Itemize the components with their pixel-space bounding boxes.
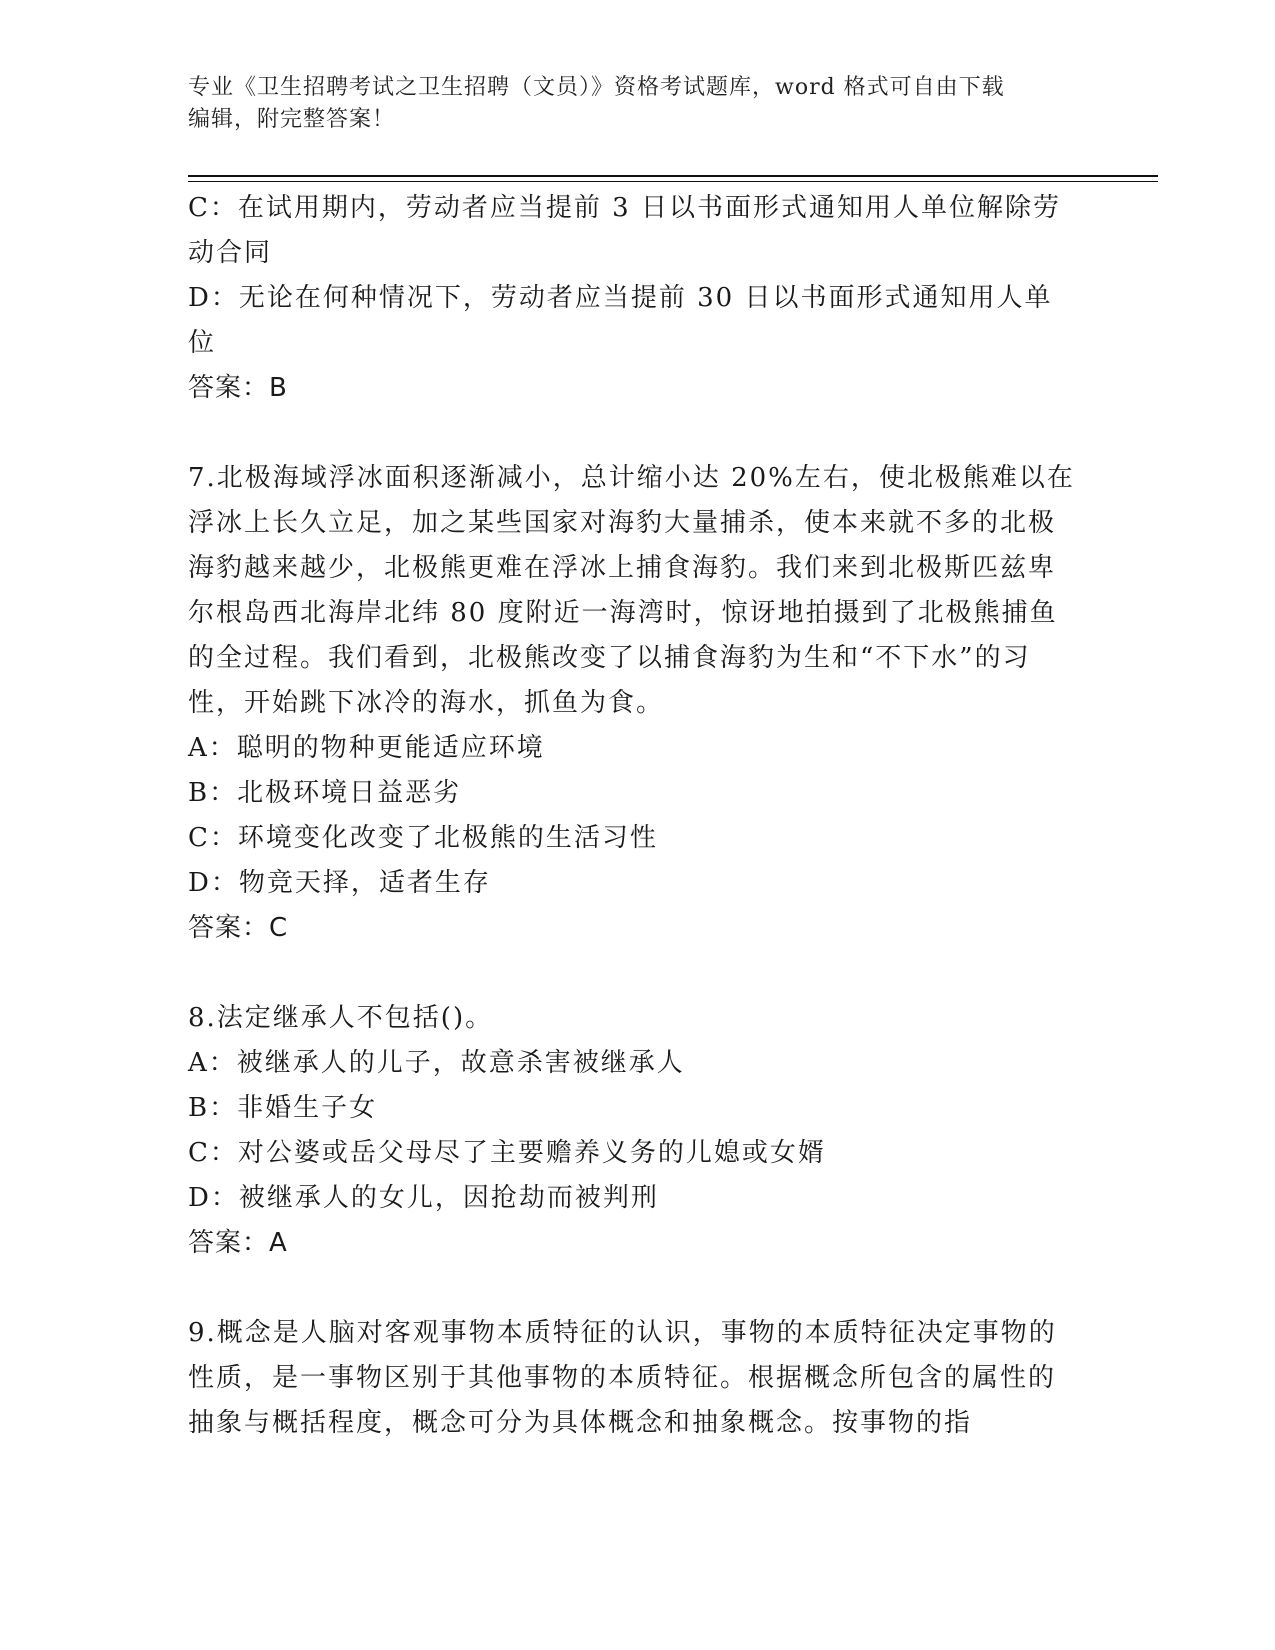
q7-option-b: B：北极环境日益恶劣 — [188, 778, 462, 808]
document-header — [188, 72, 1088, 136]
header-divider-thick — [188, 175, 1158, 177]
question-content — [188, 186, 1088, 1446]
q7-stem: 7.北极海域浮冰面积逐渐减小，总计缩小达 20%左右，使北极熊难以在浮冰上长久立足，加之某些国家对海豹大量捕杀，使本来就不多的北极海豹越来越少，北极熊更难在浮冰上捕食海豹。我们来到北极斯匹兹卑尔根岛西北海岸北纬 80 度附近一海湾时，惊讶地拍摄到了北极熊捕鱼的全过程。我们看到，北极熊改变了以捕食海豹为生和“不下水”的习性，开始跳下冰冷的海水，抓鱼为食。 — [188, 463, 1075, 718]
q6-answer: 答案：B — [188, 373, 288, 403]
q8-option-a: A：被继承人的儿子，故意杀害被继承人 — [188, 1048, 685, 1078]
header-line-2: 编辑，附完整答案！ — [188, 107, 396, 132]
question-9 — [188, 1311, 1088, 1446]
q8-option-b: B：非婚生子女 — [188, 1093, 378, 1123]
question-6 — [188, 186, 1088, 411]
spacer — [188, 411, 1088, 456]
q9-stem: 9.概念是人脑对客观事物本质特征的认识，事物的本质特征决定事物的性质，是一事物区别于其他事物的本质特征。根据概念所包含的属性的抽象与概括程度，概念可分为具体概念和抽象概念。按事物的指 — [188, 1318, 1057, 1438]
question-8 — [188, 996, 1088, 1266]
spacer — [188, 1266, 1088, 1311]
spacer — [188, 951, 1088, 996]
q6-option-c: C：在试用期内，劳动者应当提前 3 日以书面形式通知用人单位解除劳动合同 — [188, 193, 1061, 268]
q8-option-c: C：对公婆或岳父母尽了主要赡养义务的儿媳或女婿 — [188, 1138, 826, 1168]
q7-option-d: D：物竞天择，适者生存 — [188, 868, 491, 898]
header-line-1: 专业《卫生招聘考试之卫生招聘（文员）》资格考试题库，word 格式可自由下载 — [188, 75, 1005, 100]
q6-option-d: D：无论在何种情况下，劳动者应当提前 30 日以书面形式通知用人单位 — [188, 283, 1053, 358]
header-divider-thin — [188, 181, 1158, 182]
q8-stem: 8.法定继承人不包括()。 — [188, 1003, 494, 1033]
q8-option-d: D：被继承人的女儿，因抢劫而被判刑 — [188, 1183, 659, 1213]
q7-option-a: A：聪明的物种更能适应环境 — [188, 733, 545, 763]
q8-answer: 答案：A — [188, 1228, 288, 1258]
q7-answer: 答案：C — [188, 913, 289, 943]
question-7 — [188, 456, 1088, 951]
q7-option-c: C：环境变化改变了北极熊的生活习性 — [188, 823, 658, 853]
